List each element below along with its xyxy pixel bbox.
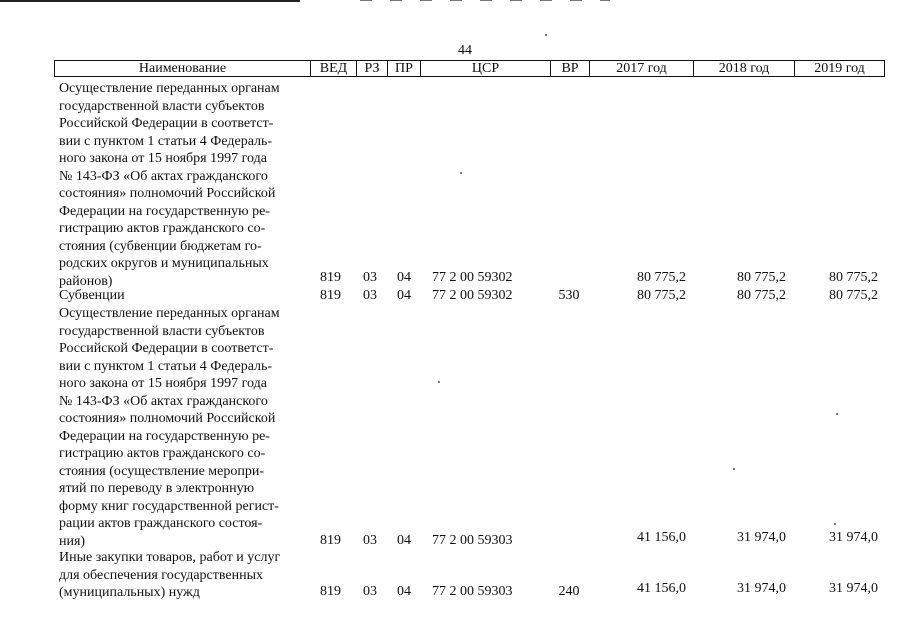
header-2017: 2017 год — [590, 61, 694, 76]
row-rz: 03 — [363, 270, 377, 285]
row-pr: 04 — [397, 533, 411, 548]
row-rz: 03 — [363, 584, 377, 599]
row-ved: 819 — [320, 270, 341, 285]
page-number: 44 — [458, 43, 472, 58]
row-2017: 80 775,2 — [637, 288, 686, 303]
row-ved: 819 — [320, 584, 341, 599]
row-2017: 41 156,0 — [637, 530, 686, 545]
scan-speck — [545, 34, 547, 36]
scan-speck — [733, 468, 735, 470]
scan-artifact-dashes — [360, 0, 610, 1]
row-csr: 77 2 00 59302 — [432, 270, 513, 285]
row-2017: 41 156,0 — [637, 581, 686, 596]
row-2019: 31 974,0 — [829, 581, 878, 596]
row-2018: 80 775,2 — [737, 270, 786, 285]
scan-speck — [460, 172, 462, 174]
row-csr: 77 2 00 59302 — [432, 288, 513, 303]
row-2019: 80 775,2 — [829, 270, 878, 285]
scan-artifact-line — [0, 0, 300, 2]
row-name: Субвенции — [59, 288, 125, 303]
row-pr: 04 — [397, 584, 411, 599]
header-ved: ВЕД — [311, 61, 357, 76]
row-2018: 31 974,0 — [737, 530, 786, 545]
row-pr: 04 — [397, 270, 411, 285]
row-ved: 819 — [320, 533, 341, 548]
table-header — [54, 60, 885, 77]
row-name: Иные закупки товаров, работ и услуг для обеспечения государственных (муниципальных) нужд — [59, 550, 281, 600]
row-name: Осуществление переданных органам государственной власти субъектов Российской Федерации в соответст- вии с пунктом 1 статьи 4 Федераль- ного закона от 15 ноября 1997 года № 143-ФЗ «Об актах гражданского состояния» полномочий Российской Федерации на государственную ре- гистрацию актов гражданского со- стояния (осуществление меропри- ятий по переводу в электронную форму книг государственной регист- рации актов гражданского состоя- ния) — [59, 306, 280, 549]
header-name: Наименование — [55, 61, 311, 76]
row-csr: 77 2 00 59303 — [432, 584, 513, 599]
scan-speck — [834, 523, 836, 525]
row-rz: 03 — [363, 288, 377, 303]
table-row — [54, 80, 885, 290]
row-2019: 31 974,0 — [829, 530, 878, 545]
table-row — [54, 305, 885, 550]
row-ved: 819 — [320, 288, 341, 303]
row-csr: 77 2 00 59303 — [432, 533, 513, 548]
table-row — [54, 287, 885, 305]
row-2018: 80 775,2 — [737, 288, 786, 303]
header-pr: ПР — [388, 61, 421, 76]
header-2018: 2018 год — [694, 61, 795, 76]
row-vr: 240 — [558, 584, 580, 599]
scan-speck — [438, 381, 440, 383]
row-pr: 04 — [397, 288, 411, 303]
row-rz: 03 — [363, 533, 377, 548]
header-vr: ВР — [551, 61, 590, 76]
row-2019: 80 775,2 — [829, 288, 878, 303]
header-rz: РЗ — [357, 61, 388, 76]
row-name: Осуществление переданных органам государственной власти субъектов Российской Федерации в соответст- вии с пунктом 1 статьи 4 Федераль- ного закона от 15 ноября 1997 года № 143-ФЗ «Об актах гражданского состояния» полномочий Российской Федерации на государственную ре- гистрацию актов гражданского со- стояния (субвенции бюджетам го- родских округов и муниципальных районов) — [59, 81, 280, 289]
row-2018: 31 974,0 — [737, 581, 786, 596]
header-csr: ЦСР — [421, 61, 551, 76]
scan-speck — [836, 413, 838, 415]
table-row — [54, 549, 885, 605]
row-vr: 530 — [558, 288, 580, 303]
header-2019: 2019 год — [814, 61, 865, 76]
row-2017: 80 775,2 — [637, 270, 686, 285]
